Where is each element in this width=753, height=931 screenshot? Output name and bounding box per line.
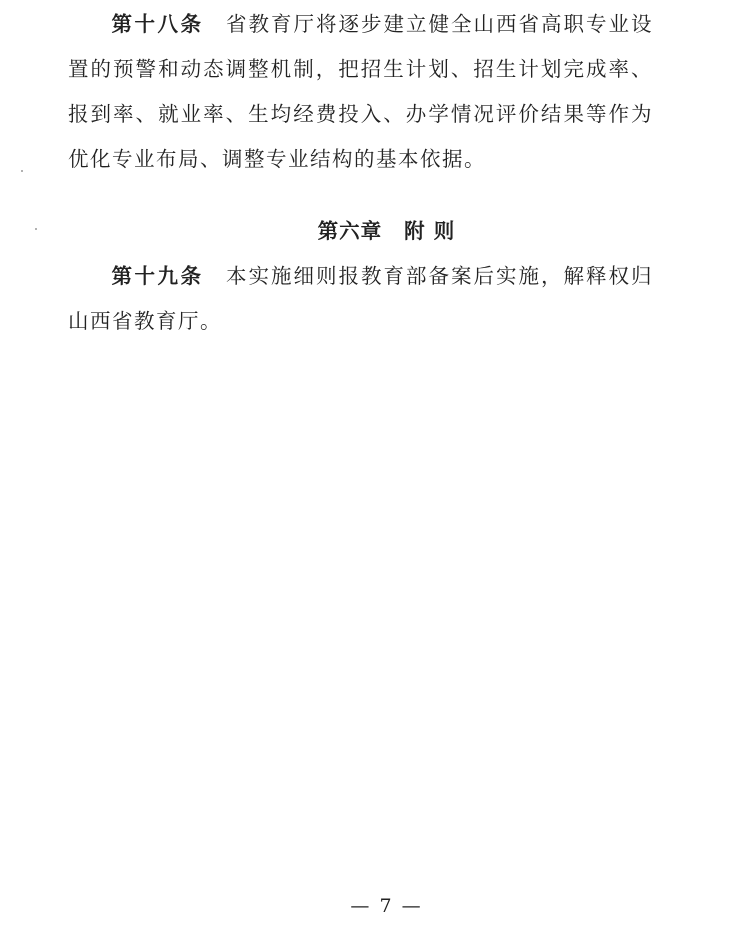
scan-speck <box>21 170 23 172</box>
article-19 <box>68 254 653 344</box>
article-label: 第十九条 <box>111 264 204 288</box>
article-label: 第十八条 <box>111 12 204 36</box>
chapter-number: 第六章 <box>317 219 383 243</box>
article-text: 省教育厅将逐步建立健全山西省高职专业设置的预警和动态调整机制，把招生计划、招生计划完成率、报到率、就业率、生均经费投入、办学情况评价结果等作为优化专业布局、调整专业结构的基本依据。 <box>68 12 653 171</box>
scan-speck <box>35 228 37 230</box>
page-number: — 7 — <box>350 895 423 917</box>
article-18 <box>68 2 653 182</box>
article-text: 本实施细则报教育部备案后实施，解释权归山西省教育厅。 <box>68 264 653 333</box>
chapter-title: 附 则 <box>404 219 456 243</box>
chapter-heading <box>0 214 753 244</box>
